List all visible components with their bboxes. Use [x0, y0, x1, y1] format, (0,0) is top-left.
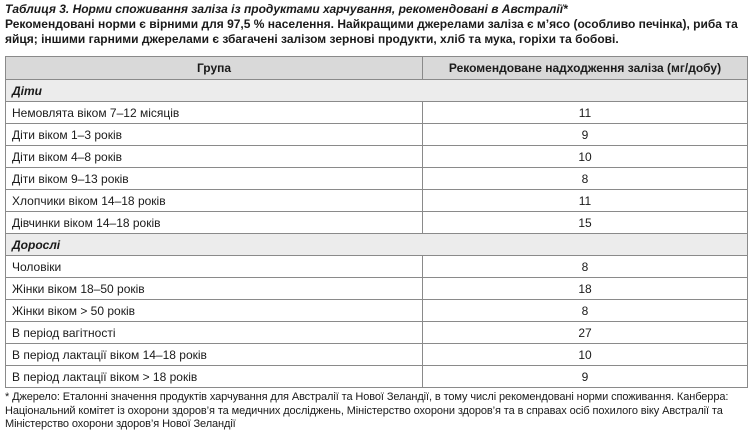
- source-footnote: * Джерело: Еталонні значення продуктів харчування для Австралії та Нової Зеландії, в тому числі рекомендовані норми споживання. Канберра: Національний комітет із охорони здоров’я та медичних досліджень, Міністерство охорони здоров’я та в справах осіб похилого віку Австралії та Міністерство охорони здоров’я Нової Зеландії: [5, 391, 729, 430]
- section-label: Діти: [6, 80, 748, 102]
- table-row: [6, 366, 748, 388]
- value-cell: 8: [423, 168, 748, 190]
- group-cell: Діти віком 4–8 років: [6, 146, 423, 168]
- value-cell: 15: [423, 212, 748, 234]
- section-row-children: [6, 80, 748, 102]
- value-cell: 8: [423, 256, 748, 278]
- group-cell: Діти віком 1–3 років: [6, 124, 423, 146]
- header-intake: Рекомендоване надходження заліза (мг/добу): [423, 57, 748, 80]
- section-row-adults: [6, 234, 748, 256]
- value-cell: 9: [423, 366, 748, 388]
- table-caption: [5, 2, 747, 47]
- iron-intake-table: [5, 56, 748, 388]
- table-row: [6, 146, 748, 168]
- group-cell: Чоловіки: [6, 256, 423, 278]
- value-cell: 8: [423, 300, 748, 322]
- table-row: [6, 212, 748, 234]
- table-row: [6, 322, 748, 344]
- table-row: [6, 256, 748, 278]
- group-cell: Хлопчики віком 14–18 років: [6, 190, 423, 212]
- group-cell: В період лактації віком 14–18 років: [6, 344, 423, 366]
- value-cell: 18: [423, 278, 748, 300]
- group-cell: В період лактації віком > 18 років: [6, 366, 423, 388]
- header-group: Група: [6, 57, 423, 80]
- value-cell: 10: [423, 146, 748, 168]
- value-cell: 27: [423, 322, 748, 344]
- table-row: [6, 102, 748, 124]
- group-cell: Діти віком 9–13 років: [6, 168, 423, 190]
- table-row: [6, 124, 748, 146]
- group-cell: Жінки віком > 50 років: [6, 300, 423, 322]
- section-label: Дорослі: [6, 234, 748, 256]
- group-cell: В період вагітності: [6, 322, 423, 344]
- table-row: [6, 344, 748, 366]
- table-row: [6, 190, 748, 212]
- table-row: [6, 168, 748, 190]
- table-title: Таблиця 3. Норми споживання заліза із продуктами харчування, рекомендовані в Австралії*: [5, 2, 568, 16]
- table-row: [6, 300, 748, 322]
- value-cell: 11: [423, 102, 748, 124]
- table-header-row: [6, 57, 748, 80]
- group-cell: Немовлята віком 7–12 місяців: [6, 102, 423, 124]
- value-cell: 10: [423, 344, 748, 366]
- value-cell: 11: [423, 190, 748, 212]
- group-cell: Жінки віком 18–50 років: [6, 278, 423, 300]
- group-cell: Дівчинки віком 14–18 років: [6, 212, 423, 234]
- value-cell: 9: [423, 124, 748, 146]
- table-row: [6, 278, 748, 300]
- table-intro: Рекомендовані норми є вірними для 97,5 % населення. Найкращими джерелами заліза є м’ясо (особливо печінка), риба та яйця; іншими гарними джерелами є збагачені залізом зернові продукти, хліб та мука, горіхи та бобові.: [5, 17, 738, 46]
